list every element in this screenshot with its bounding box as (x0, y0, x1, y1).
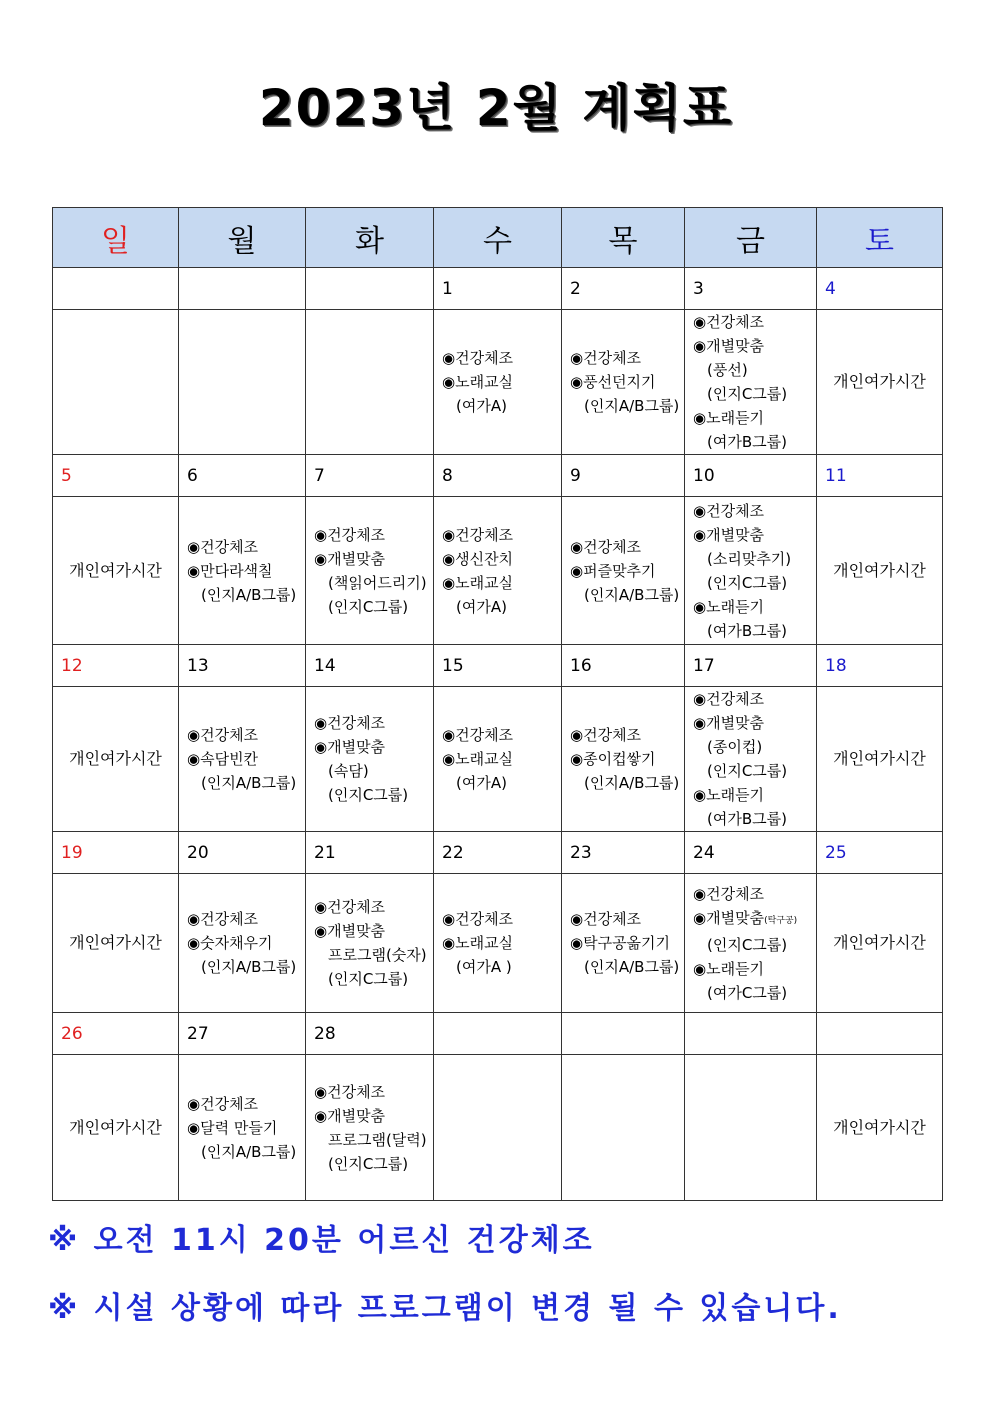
activity-text: ◉건강체조 (442, 726, 514, 744)
activity-text: ◉풍선던지기 (570, 373, 656, 391)
activity-item (187, 723, 305, 747)
activity-text: (여가A) (456, 597, 507, 616)
activity-group (442, 595, 561, 619)
date-number: 11 (817, 455, 943, 497)
date-number: 6 (179, 455, 306, 497)
activity-item (187, 535, 305, 559)
activity-text: (여가B그룹) (707, 810, 787, 828)
free-time-label (817, 1116, 942, 1140)
date-row (53, 268, 943, 310)
activity-item (442, 346, 561, 370)
activity-text: (인지C그룹) (328, 597, 409, 616)
activity-text: (인지C그룹) (328, 1154, 409, 1173)
activity-group (693, 430, 816, 454)
activity-text: (풍선) (707, 361, 748, 379)
day-cell (562, 310, 685, 455)
activity-item (570, 907, 684, 931)
activity-text: ◉퍼즐맞추기 (570, 561, 656, 580)
activity-text: ◉건강체조 (187, 1094, 259, 1113)
date-number: 14 (306, 645, 434, 687)
date-number (817, 1013, 943, 1055)
activity-text: ◉건강체조 (693, 313, 765, 331)
day-cell (817, 497, 943, 645)
activity-item (693, 595, 816, 619)
activity-text: ◉개별맞춤 (314, 922, 386, 940)
activity-group (187, 955, 305, 979)
activity-group (187, 1140, 305, 1164)
day-cell (179, 687, 306, 832)
day-cell (685, 310, 817, 455)
day-cell (306, 687, 434, 832)
weekday-tue: 화 (306, 208, 434, 268)
activity-item (570, 931, 684, 955)
date-number (53, 268, 179, 310)
footer-note-exercise: ※ 오전 11시 20분 어르신 건강체조 (48, 1223, 595, 1258)
weekday-header-row (53, 208, 943, 268)
activity-item (314, 895, 433, 919)
activity-group (570, 394, 684, 418)
activity-text: (인지A/B그룹) (584, 958, 680, 976)
activity-text: ◉개별맞춤 (314, 738, 386, 756)
activity-item (693, 783, 816, 807)
page-title: 2023년 2월 계획표 (258, 79, 734, 137)
date-number: 23 (562, 832, 685, 874)
activity-item (693, 406, 816, 430)
activity-text: ◉노래듣기 (693, 786, 765, 804)
date-number: 3 (685, 268, 817, 310)
activity-item (187, 1116, 305, 1140)
activity-text: (인지A/B그룹) (201, 585, 297, 604)
activity-text: ◉개별맞춤 (693, 908, 765, 927)
day-cell (685, 497, 817, 645)
activity-group (693, 933, 816, 957)
free-time-label (53, 931, 178, 955)
date-number: 27 (179, 1013, 306, 1055)
activity-text: (인지A/B그룹) (201, 774, 297, 792)
day-cell (306, 310, 434, 455)
activity-item (314, 735, 433, 759)
activity-text: (인지A/B그룹) (584, 774, 680, 792)
weekday-fri: 금 (685, 208, 817, 268)
date-number (562, 1013, 685, 1055)
activity-text: ◉건강체조 (570, 910, 642, 928)
activity-text: (인지A/B그룹) (584, 585, 680, 604)
activity-item (570, 370, 684, 394)
activity-text: ◉생신잔치 (442, 549, 514, 568)
free-time-label (817, 559, 942, 583)
activity-text: ◉개별맞춤 (693, 525, 765, 544)
day-cell (306, 1055, 434, 1201)
activity-item (314, 523, 433, 547)
activity-item (693, 711, 816, 735)
day-cell (53, 497, 179, 645)
activity-text: ◉건강체조 (314, 898, 386, 916)
activity-text: ◉건강체조 (187, 537, 259, 556)
date-number: 25 (817, 832, 943, 874)
activity-text: ◉노래듣기 (693, 597, 765, 616)
activity-text: 개인여가시간 (833, 933, 926, 952)
date-number (306, 268, 434, 310)
activity-text: ◉달력 만들기 (187, 1118, 278, 1137)
activity-group (693, 547, 816, 571)
activity-text: ◉건강체조 (570, 726, 642, 744)
date-number: 10 (685, 455, 817, 497)
activity-text: (인지C그룹) (707, 935, 788, 954)
activity-item (693, 499, 816, 523)
day-cell (685, 1055, 817, 1201)
activity-text: 프로그램(숫자) (328, 946, 427, 964)
activity-item (570, 723, 684, 747)
date-number: 19 (53, 832, 179, 874)
activity-group (570, 583, 684, 607)
activity-text: ◉숫자채우기 (187, 934, 273, 952)
activity-text: (인지C그룹) (707, 573, 788, 592)
activity-group (314, 1128, 433, 1152)
activity-group (314, 1152, 433, 1176)
activity-item (442, 370, 561, 394)
date-number: 17 (685, 645, 817, 687)
footer-note-change: ※ 시설 상황에 따라 프로그램이 변경 될 수 있습니다. (48, 1291, 842, 1326)
free-time-label (53, 747, 178, 771)
activity-text: (여가A) (456, 774, 507, 792)
weekday-mon: 월 (179, 208, 306, 268)
activity-text: ◉건강체조 (187, 726, 259, 744)
day-cell (306, 874, 434, 1013)
activity-text: (인지C그룹) (707, 762, 788, 780)
date-number: 18 (817, 645, 943, 687)
activity-text: 개인여가시간 (833, 560, 926, 580)
activity-text: ◉개별맞춤 (314, 549, 386, 568)
day-cell (817, 874, 943, 1013)
activity-item (442, 747, 561, 771)
activity-text: 개인여가시간 (69, 933, 162, 952)
activity-text: ◉개별맞춤 (693, 337, 765, 355)
date-row (53, 832, 943, 874)
day-cell (562, 497, 685, 645)
activity-item (314, 1104, 433, 1128)
activity-text: ◉노래듣기 (693, 409, 765, 427)
activity-text: (책읽어드리기) (328, 573, 427, 592)
activity-text: 프로그램(달력) (328, 1130, 427, 1149)
activity-item (442, 571, 561, 595)
activity-item (693, 310, 816, 334)
activity-text: (인지C그룹) (328, 970, 409, 988)
weekday-wed: 수 (434, 208, 562, 268)
day-cell (434, 874, 562, 1013)
activity-text: 개인여가시간 (833, 1117, 926, 1137)
activity-text: (여가C그룹) (707, 983, 788, 1002)
activity-text: (인지A/B그룹) (584, 397, 680, 415)
activity-group (314, 759, 433, 783)
activity-text: ◉건강체조 (442, 349, 514, 367)
activity-text: 개인여가시간 (69, 749, 162, 768)
activity-item (314, 711, 433, 735)
activity-text: ◉건강체조 (314, 525, 386, 544)
weekday-sun: 일 (53, 208, 179, 268)
activity-group (693, 981, 816, 1005)
date-row (53, 455, 943, 497)
activity-text: ◉만다라색칠 (187, 561, 273, 580)
free-time-label (817, 747, 942, 771)
date-number (434, 1013, 562, 1055)
activity-text: (여가B그룹) (707, 433, 787, 451)
activity-text: (인지C그룹) (707, 385, 788, 403)
weekday-thu: 목 (562, 208, 685, 268)
activity-group (693, 619, 816, 643)
activity-text: (소리맞추기) (707, 549, 792, 568)
day-cell (434, 687, 562, 832)
date-number: 12 (53, 645, 179, 687)
day-cell (434, 497, 562, 645)
date-number: 20 (179, 832, 306, 874)
inline-note: (탁구공) (764, 915, 798, 926)
activity-text: 개인여가시간 (69, 1117, 162, 1137)
activity-group (442, 955, 561, 979)
activity-group (314, 595, 433, 619)
activity-item (693, 957, 816, 981)
activity-group (314, 783, 433, 807)
date-number: 5 (53, 455, 179, 497)
activity-text: 개인여가시간 (69, 560, 162, 580)
activity-text: ◉건강체조 (442, 910, 514, 928)
activity-group (693, 759, 816, 783)
activity-text: ◉건강체조 (314, 1082, 386, 1101)
activity-text: ◉종이컵쌓기 (570, 750, 656, 768)
date-number: 21 (306, 832, 434, 874)
day-cell (562, 687, 685, 832)
activity-item (314, 547, 433, 571)
day-cell (562, 874, 685, 1013)
day-cell (53, 310, 179, 455)
day-cell (817, 1055, 943, 1201)
date-row (53, 645, 943, 687)
activity-item (187, 931, 305, 955)
activity-text: ◉노래교실 (442, 750, 514, 768)
activity-text: ◉건강체조 (442, 525, 514, 544)
activity-text: (인지A/B그룹) (201, 1142, 297, 1161)
date-number: 15 (434, 645, 562, 687)
activity-text: ◉건강체조 (693, 690, 765, 708)
activity-row (53, 1055, 943, 1201)
activity-text: (여가A) (456, 397, 507, 415)
activity-row (53, 310, 943, 455)
activity-item (187, 907, 305, 931)
activity-row (53, 497, 943, 645)
activity-item (314, 1080, 433, 1104)
date-number: 26 (53, 1013, 179, 1055)
activity-row (53, 687, 943, 832)
date-number: 4 (817, 268, 943, 310)
activity-group (570, 771, 684, 795)
day-cell (179, 874, 306, 1013)
activity-text: (속담) (328, 762, 369, 780)
activity-item (187, 1092, 305, 1116)
day-cell (685, 687, 817, 832)
date-number: 8 (434, 455, 562, 497)
date-number: 1 (434, 268, 562, 310)
activity-text: ◉건강체조 (570, 349, 642, 367)
activity-item (570, 747, 684, 771)
date-row (53, 1013, 943, 1055)
activity-text: 개인여가시간 (833, 372, 926, 391)
activity-text: ◉탁구공옮기기 (570, 934, 671, 952)
activity-item (187, 559, 305, 583)
activity-text: 개인여가시간 (833, 749, 926, 768)
activity-row (53, 874, 943, 1013)
day-cell (53, 687, 179, 832)
free-time-label (53, 559, 178, 583)
day-cell (685, 874, 817, 1013)
date-number: 13 (179, 645, 306, 687)
activity-item (693, 523, 816, 547)
activity-text: ◉노래듣기 (693, 959, 765, 978)
activity-text: ◉노래교실 (442, 934, 514, 952)
free-time-label (817, 931, 942, 955)
activity-group (570, 955, 684, 979)
activity-group (442, 771, 561, 795)
activity-text: ◉건강체조 (187, 910, 259, 928)
activity-group (187, 583, 305, 607)
free-time-label (817, 370, 942, 394)
activity-group (314, 967, 433, 991)
activity-text: ◉건강체조 (570, 537, 642, 556)
activity-item (314, 919, 433, 943)
activity-item (442, 523, 561, 547)
activity-item (693, 882, 816, 906)
activity-text: ◉속담빈칸 (187, 750, 259, 768)
free-time-label (53, 1116, 178, 1140)
day-cell (434, 310, 562, 455)
activity-group (693, 571, 816, 595)
activity-text: (여가B그룹) (707, 621, 787, 640)
activity-item (570, 346, 684, 370)
activity-group (693, 735, 816, 759)
activity-item (442, 547, 561, 571)
activity-group (693, 358, 816, 382)
day-cell (306, 497, 434, 645)
date-number: 9 (562, 455, 685, 497)
activity-text: (인지A/B그룹) (201, 958, 297, 976)
activity-text: (종이컵) (707, 738, 763, 756)
activity-item (442, 931, 561, 955)
activity-text: ◉개별맞춤 (314, 1106, 386, 1125)
day-cell (817, 310, 943, 455)
activity-text: ◉개별맞춤 (693, 714, 765, 732)
date-number: 24 (685, 832, 817, 874)
day-cell (562, 1055, 685, 1201)
date-number: 22 (434, 832, 562, 874)
activity-group (314, 943, 433, 967)
activity-group (442, 394, 561, 418)
activity-text: (인지C그룹) (328, 786, 409, 804)
activity-group (693, 807, 816, 831)
activity-text: ◉노래교실 (442, 573, 514, 592)
activity-text: ◉건강체조 (693, 501, 765, 520)
activity-group (187, 771, 305, 795)
activity-item (570, 559, 684, 583)
day-cell (53, 1055, 179, 1201)
date-number (179, 268, 306, 310)
activity-text: (여가A ) (456, 958, 512, 976)
day-cell (179, 1055, 306, 1201)
date-number (685, 1013, 817, 1055)
activity-item (693, 687, 816, 711)
day-cell (434, 1055, 562, 1201)
activity-group (314, 571, 433, 595)
activity-item (693, 906, 816, 933)
activity-item (442, 723, 561, 747)
activity-item (442, 907, 561, 931)
day-cell (179, 310, 306, 455)
activity-item (187, 747, 305, 771)
activity-group (693, 382, 816, 406)
date-number: 7 (306, 455, 434, 497)
date-number: 2 (562, 268, 685, 310)
date-number: 16 (562, 645, 685, 687)
day-cell (817, 687, 943, 832)
activity-text: ◉노래교실 (442, 373, 514, 391)
activity-text: ◉건강체조 (314, 714, 386, 732)
weekday-sat: 토 (817, 208, 943, 268)
day-cell (53, 874, 179, 1013)
activity-text: ◉건강체조 (693, 884, 765, 903)
day-cell (179, 497, 306, 645)
calendar-table (52, 207, 943, 1201)
date-number: 28 (306, 1013, 434, 1055)
activity-item (570, 535, 684, 559)
activity-item (693, 334, 816, 358)
